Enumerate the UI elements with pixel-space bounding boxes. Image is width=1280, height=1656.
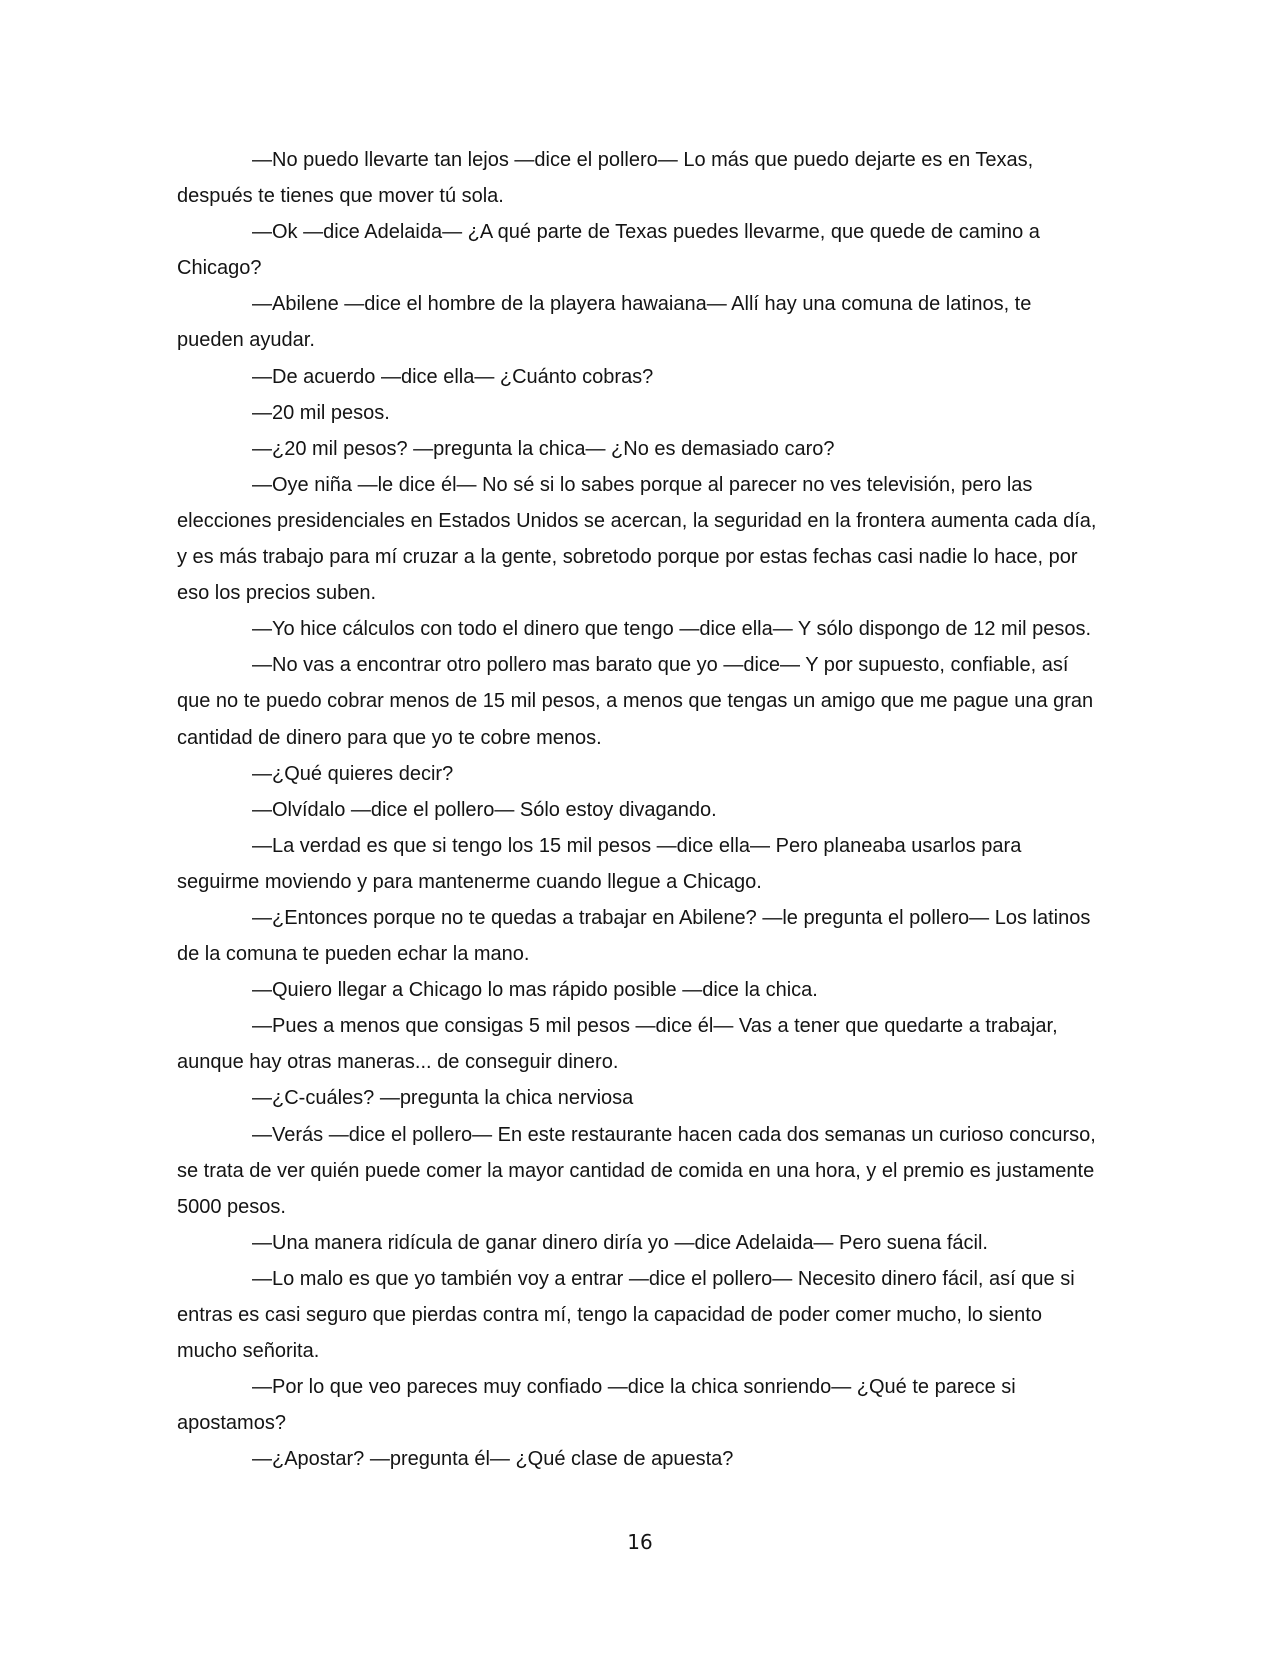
paragraph: —Oye niña —le dice él— No sé si lo sabes porque al parecer no ves televisión, pero las elecciones presidenciales en Estados Unidos se acercan, la seguridad en la frontera aumenta cada día, y es más trabajo para mí cruzar a la gente, sobretodo porque por estas fechas casi nadie lo hace, por eso los precios suben. [177, 473, 1097, 605]
paragraph: —Una manera ridícula de ganar dinero diría yo —dice Adelaida— Pero suena fácil. [252, 1231, 988, 1254]
page-number: 16 [627, 1530, 653, 1554]
paragraph: —No puedo llevarte tan lejos —dice el pollero— Lo más que puedo dejarte es en Texas, después te tienes que mover tú sola. [177, 149, 1034, 208]
paragraph: —No vas a encontrar otro pollero mas barato que yo —dice— Y por supuesto, confiable, así que no te puedo cobrar menos de 15 mil pesos, a menos que tengas un amigo que me pague una gran cantidad de dinero para que yo te cobre menos. [177, 654, 1094, 749]
paragraph: —¿Qué quieres decir? [252, 762, 454, 785]
paragraph: —Abilene —dice el hombre de la playera hawaiana— Allí hay una comuna de latinos, te pueden ayudar. [177, 293, 1032, 352]
paragraph: —De acuerdo —dice ella— ¿Cuánto cobras? [252, 365, 654, 388]
paragraph: —¿C-cuáles? —pregunta la chica nerviosa [252, 1087, 634, 1110]
paragraph: —Verás —dice el pollero— En este restaurante hacen cada dos semanas un curioso concurso, se trata de ver quién puede comer la mayor cantidad de comida en una hora, y el premio es justamente 5000 pesos. [177, 1123, 1096, 1218]
paragraph: —Olvídalo —dice el pollero— Sólo estoy divagando. [252, 798, 717, 821]
body-text [177, 142, 1102, 1477]
paragraph: —Yo hice cálculos con todo el dinero que tengo —dice ella— Y sólo dispongo de 12 mil pesos. [252, 618, 1092, 641]
paragraph: —Ok —dice Adelaida— ¿A qué parte de Texas puedes llevarme, que quede de camino a Chicago? [177, 221, 1040, 280]
paragraph: —20 mil pesos. [252, 401, 390, 424]
paragraph: —La verdad es que si tengo los 15 mil pesos —dice ella— Pero planeaba usarlos para seguirme moviendo y para mantenerme cuando llegue a Chicago. [177, 834, 1022, 893]
paragraph: —¿Apostar? —pregunta él— ¿Qué clase de apuesta? [252, 1448, 734, 1471]
paragraph: —¿Entonces porque no te quedas a trabajar en Abilene? —le pregunta el pollero— Los latinos de la comuna te pueden echar la mano. [177, 906, 1091, 966]
paragraph: —Por lo que veo pareces muy confiado —dice la chica sonriendo— ¿Qué te parece si apostamos? [177, 1376, 1016, 1435]
paragraph: —Lo malo es que yo también voy a entrar —dice el pollero— Necesito dinero fácil, así que si entras es casi seguro que pierdas contra mí, tengo la capacidad de poder comer mucho, lo siento mucho señorita. [177, 1267, 1075, 1363]
paragraph: —¿20 mil pesos? —pregunta la chica— ¿No es demasiado caro? [252, 437, 835, 460]
paragraph: —Quiero llegar a Chicago lo mas rápido posible —dice la chica. [252, 979, 818, 1002]
paragraph: —Pues a menos que consigas 5 mil pesos —dice él— Vas a tener que quedarte a trabajar, aunque hay otras maneras... de conseguir dinero. [177, 1015, 1058, 1074]
